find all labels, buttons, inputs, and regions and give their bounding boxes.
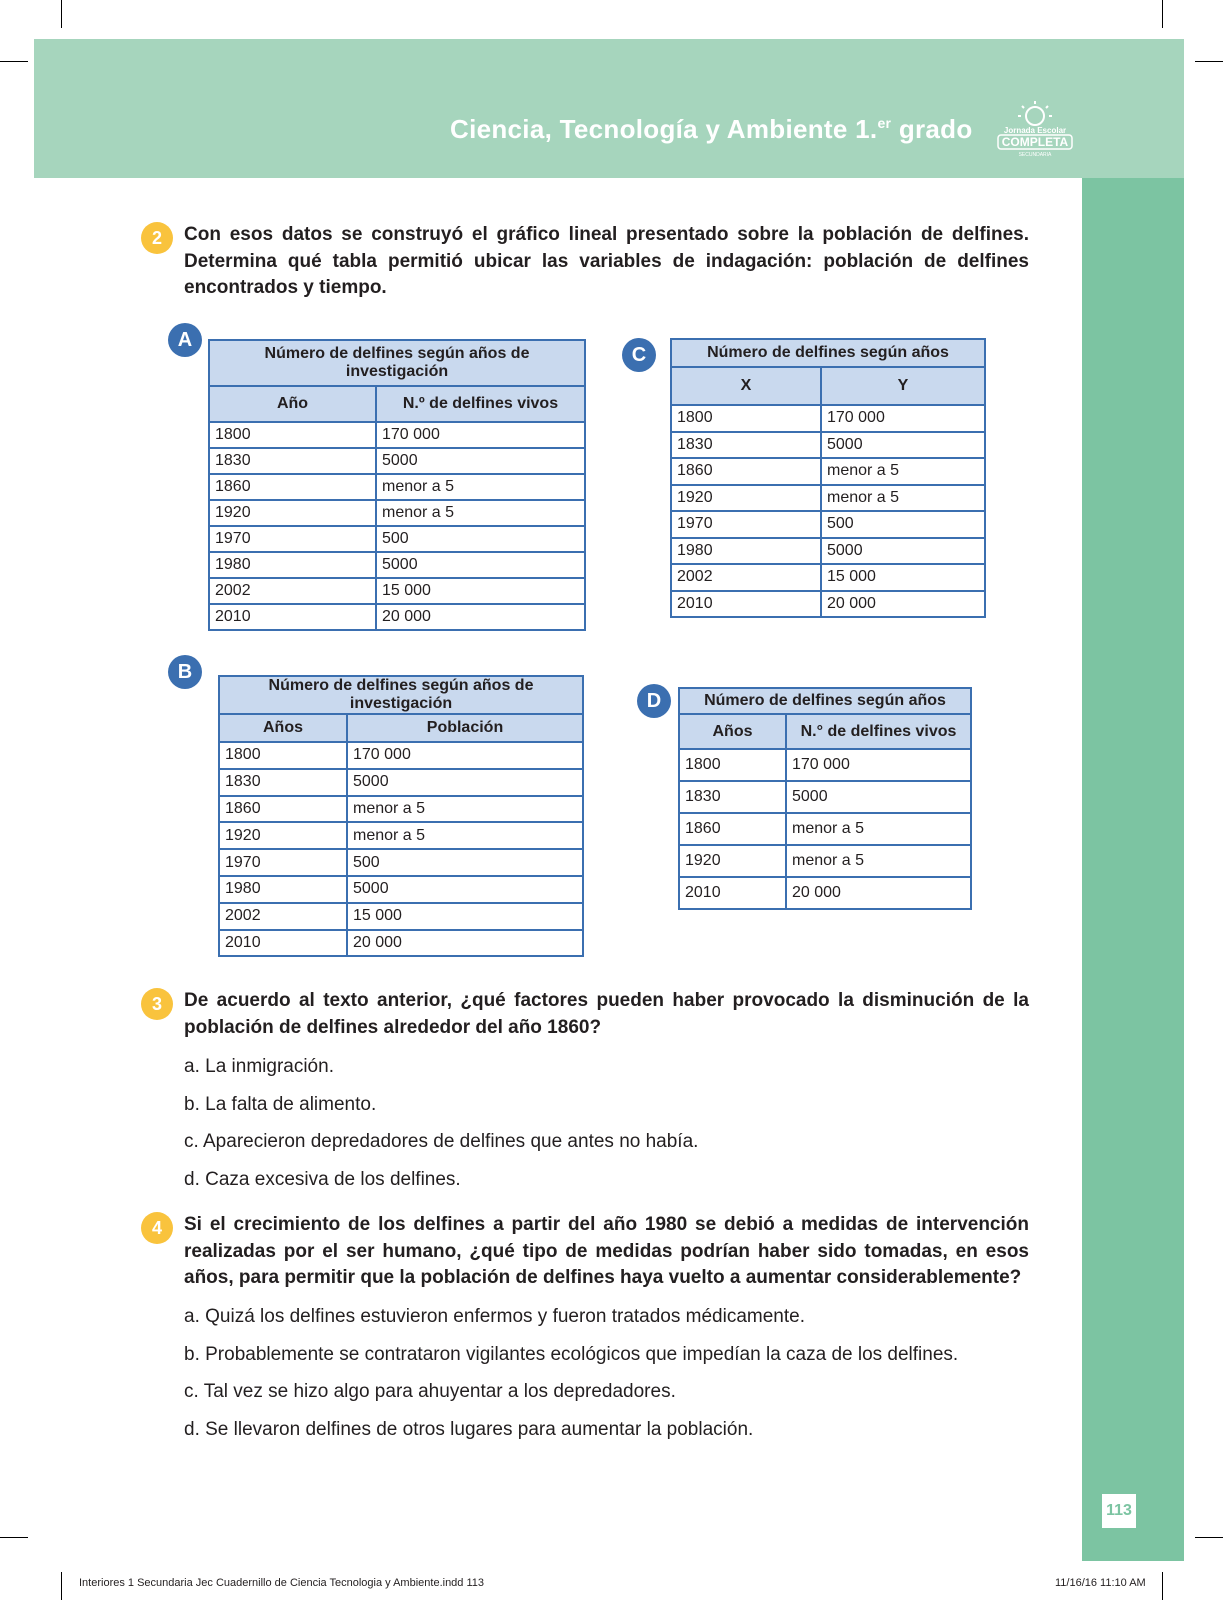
column-header: Población [347,714,583,742]
table-label-c: C [622,338,656,372]
year-cell: 2002 [671,564,821,591]
option-item: d. Se llevaron delfines de otros lugares para aumentar la población. [184,1418,754,1440]
table-row [219,876,583,903]
crop-mark [0,1537,28,1538]
value-cell: 5000 [376,552,585,578]
table-c [670,338,986,618]
value-cell: menor a 5 [376,500,585,526]
year-cell: 1970 [209,526,376,552]
value-cell: menor a 5 [347,796,583,823]
column-header: Años [219,714,347,742]
jornada-escolar-completa-logo [992,100,1078,158]
table-row [671,458,985,485]
year-cell: 2010 [671,591,821,618]
option-item: c. Aparecieron depredadores de delfines que antes no había. [184,1131,699,1152]
svg-text:Jornada Escolar: Jornada Escolar [1003,126,1067,135]
page-title: Ciencia, Tecnología y Ambiente 1.$^{er}$ grado [450,114,973,144]
table-row [209,500,585,526]
question-2-text: Con esos datos se construyó el gráfico lineal presentado sobre la población de delfines. Determina qué tabla permitió ubicar las variables de indagación: población de delfines encontrados y tiempo. [184,224,1029,298]
value-cell: 170 000 [821,405,985,432]
year-cell: 2010 [679,877,786,909]
year-cell: 2010 [219,930,347,957]
table-row [671,538,985,565]
value-cell: 5000 [347,769,583,796]
footer-file-info: Interiores 1 Secundaria Jec Cuadernillo de Ciencia Tecnologia y Ambiente.indd 113 [79,1577,485,1589]
value-cell: 500 [821,511,985,538]
question-4-text: Si el crecimiento de los delfines a partir del año 1980 se debió a medidas de intervención realizadas por el ser humano, ¿qué tipo de medidas podrían haber sido tomadas, en esos años, para permitir que la población de delfines haya vuelto a aumentar considerablemente? [184,1214,1029,1288]
value-cell: menor a 5 [821,485,985,512]
crop-mark [0,61,28,62]
table-row [671,511,985,538]
table-row [671,591,985,618]
table-row [219,796,583,823]
year-cell: 1980 [671,538,821,565]
year-cell: 1970 [219,849,347,876]
value-cell: 500 [376,526,585,552]
value-cell: menor a 5 [821,458,985,485]
year-cell: 1800 [219,742,347,769]
crop-mark [61,0,62,28]
table-row [209,422,585,448]
table-row [209,526,585,552]
table-row [679,813,971,845]
table-row [209,474,585,500]
value-cell: 5000 [821,432,985,459]
option-item: c. Tal vez se hizo algo para ahuyentar a los depredadores. [184,1381,676,1402]
value-cell: 20 000 [786,877,971,909]
question-4-options [184,1304,958,1454]
question-number-badge: 3 [141,988,173,1020]
question-3-options [184,1054,698,1204]
value-cell: 5000 [786,781,971,813]
value-cell: 20 000 [821,591,985,618]
table-row [679,845,971,877]
table-row [219,849,583,876]
value-cell: 20 000 [347,930,583,957]
table-a [208,339,586,631]
question-3-text: De acuerdo al texto anterior, ¿qué factores pueden haber provocado la disminución de la población de delfines alrededor del año 1860? [184,990,1029,1038]
value-cell: 20 000 [376,604,585,630]
value-cell: 170 000 [376,422,585,448]
year-cell: 1800 [209,422,376,448]
table-row [209,578,585,604]
table-title: Número de delfines según años [671,339,985,367]
year-cell: 1860 [219,796,347,823]
footer-date: 11/16/16 11:10 AM [1055,1577,1146,1589]
table-b [218,675,584,957]
year-cell: 1920 [209,500,376,526]
crop-mark [61,1572,62,1600]
table-row [209,552,585,578]
table-d [678,687,972,910]
year-cell: 1980 [209,552,376,578]
svg-text:SECUNDARIA: SECUNDARIA [1018,152,1052,158]
table-row [679,781,971,813]
side-band [1082,178,1184,1561]
year-cell: 1830 [209,448,376,474]
column-header: N.º de delfines vivos [376,386,585,422]
value-cell: 500 [347,849,583,876]
value-cell: 15 000 [347,903,583,930]
table-label-a: A [168,323,202,357]
column-header: N.° de delfines vivos [786,714,971,749]
column-header: X [671,367,821,405]
table-row [671,432,985,459]
question-number-badge: 4 [141,1212,173,1244]
option-item: a. La inmigración. [184,1056,334,1077]
option-item: d. Caza excesiva de los delfines. [184,1168,461,1190]
year-cell: 1920 [219,822,347,849]
table-row [671,405,985,432]
year-cell: 1830 [679,781,786,813]
year-cell: 2002 [219,903,347,930]
value-cell: 5000 [376,448,585,474]
table-row [219,742,583,769]
year-cell: 1830 [219,769,347,796]
page-number: 113 [1102,1494,1136,1528]
table-row [219,930,583,957]
crop-mark [1195,61,1223,62]
table-row [671,485,985,512]
table-title: Número de delfines según años [679,688,971,714]
table-row [679,877,971,909]
crop-mark [1162,0,1163,28]
value-cell: menor a 5 [786,813,971,845]
table-row [219,822,583,849]
table-title: Número de delfines según años de investigación [219,676,583,714]
table-row [209,604,585,630]
option-item: b. Probablemente se contrataron vigilantes ecológicos que impedían la caza de los delfines. [184,1343,959,1365]
year-cell: 1860 [679,813,786,845]
table-row [219,903,583,930]
column-header: Y [821,367,985,405]
value-cell: 15 000 [376,578,585,604]
svg-text:COMPLETA: COMPLETA [1001,135,1069,149]
column-header: Años [679,714,786,749]
value-cell: 5000 [347,876,583,903]
year-cell: 2002 [209,578,376,604]
year-cell: 1800 [671,405,821,432]
year-cell: 2010 [209,604,376,630]
crop-mark [1195,1537,1223,1538]
value-cell: menor a 5 [347,822,583,849]
column-header: Año [209,386,376,422]
table-row [219,769,583,796]
crop-mark [1162,1572,1163,1600]
value-cell: 15 000 [821,564,985,591]
year-cell: 1920 [679,845,786,877]
table-row [671,564,985,591]
table-row [679,749,971,781]
year-cell: 1860 [671,458,821,485]
question-number-badge: 2 [141,222,173,254]
year-cell: 1800 [679,749,786,781]
table-row [209,448,585,474]
table-label-b: B [168,655,202,689]
option-item: b. La falta de alimento. [184,1093,377,1115]
value-cell: 5000 [821,538,985,565]
value-cell: menor a 5 [786,845,971,877]
table-title: Número de delfines según años de investigación [209,340,585,386]
year-cell: 1860 [209,474,376,500]
table-label-d: D [637,684,671,718]
value-cell: 170 000 [347,742,583,769]
value-cell: menor a 5 [376,474,585,500]
year-cell: 1920 [671,485,821,512]
year-cell: 1980 [219,876,347,903]
option-item: a. Quizá los delfines estuvieron enfermos y fueron tratados médicamente. [184,1306,805,1327]
value-cell: 170 000 [786,749,971,781]
year-cell: 1830 [671,432,821,459]
year-cell: 1970 [671,511,821,538]
